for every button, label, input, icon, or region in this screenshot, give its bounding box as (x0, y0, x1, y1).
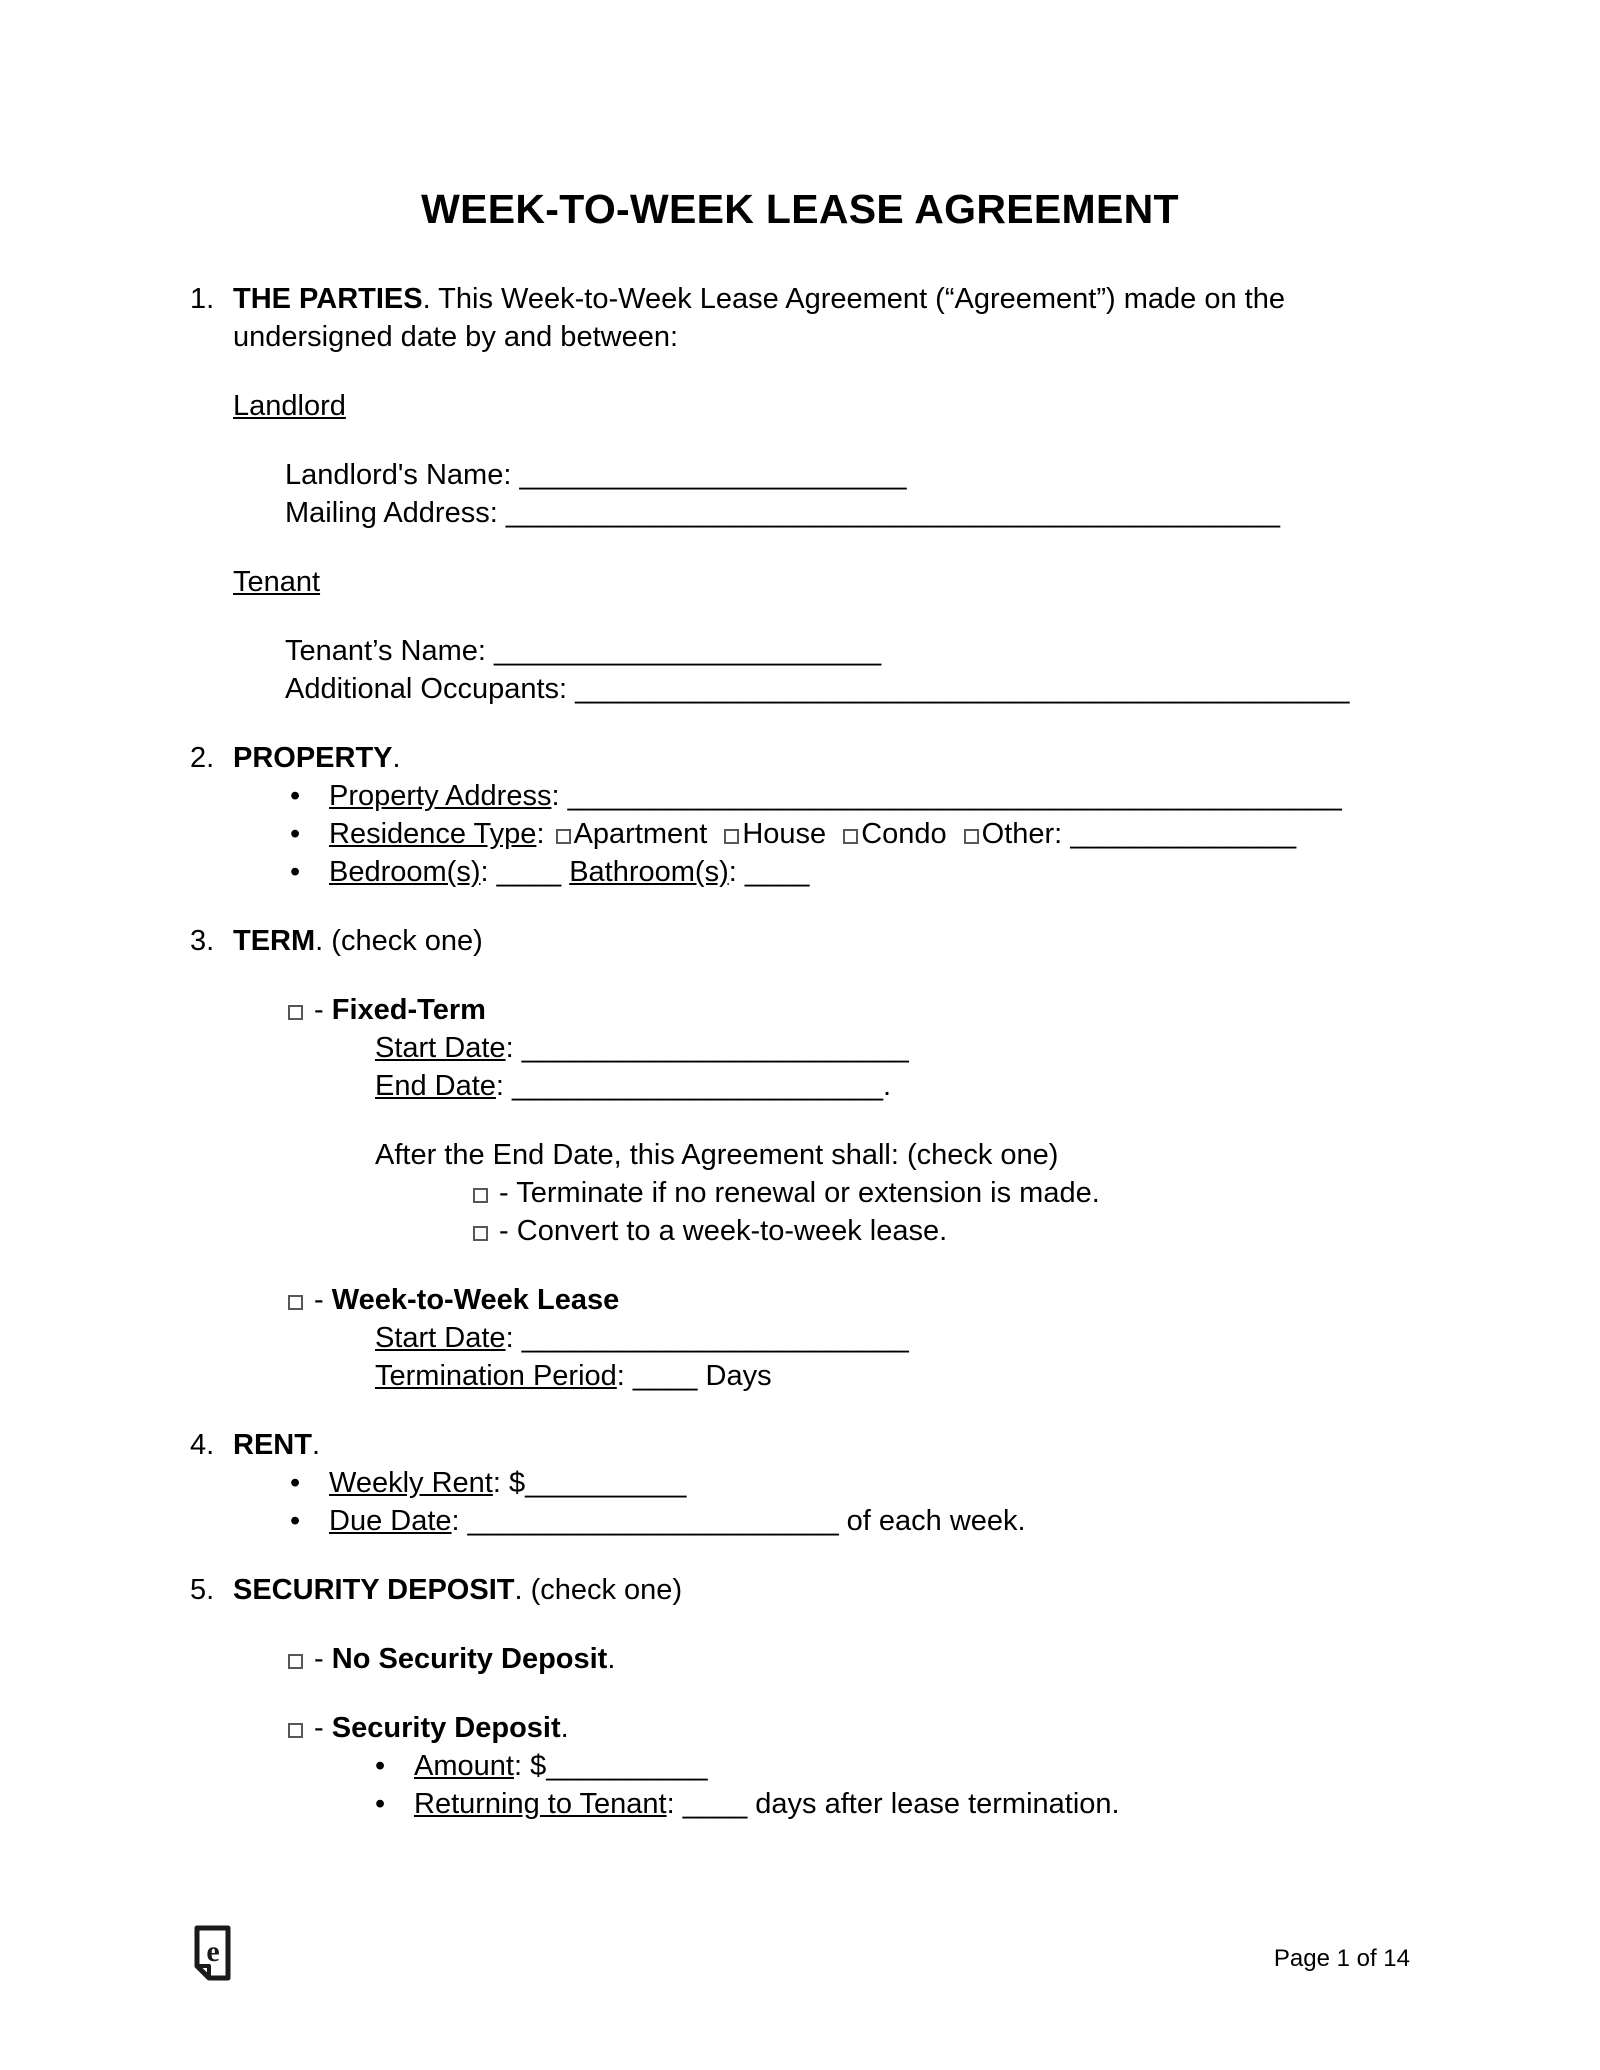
page-number: Page 1 of 14 (1273, 1945, 1410, 1972)
mailing-address-label: Mailing Address: (285, 497, 506, 529)
deposit-return-line: • Returning to Tenant: ____ days after lease termination. (375, 1785, 1410, 1823)
other-option-label: Other: (981, 818, 1071, 850)
document-title: WEEK-TO-WEEK LEASE AGREEMENT (421, 186, 1179, 232)
section-property-heading: PROPERTY (233, 742, 393, 774)
weekly-rent-line: • Weekly Rent: $__________ (290, 1464, 1410, 1502)
occupants-label: Additional Occupants: (285, 673, 576, 705)
landlord-name-label: Landlord's Name: (285, 459, 520, 491)
bullet-icon (290, 1502, 329, 1540)
weekly-start-date-label: Start Date (375, 1322, 506, 1354)
section-property (190, 739, 1410, 777)
section-parties-body: . This Week-to-Week Lease Agreement (“Agreement”) made on the undersigned date by and between: (233, 283, 1285, 353)
tenant-subsection (233, 563, 1410, 601)
fixed-term-label: Fixed-Term (331, 994, 486, 1026)
week-to-week-option-line: - Week-to-Week Lease (285, 1281, 1410, 1319)
fixed-end-date-label: End Date (375, 1070, 496, 1102)
bedrooms-label: Bedroom(s) (329, 856, 481, 888)
fixed-start-date-line: Start Date: ________________________ (375, 1032, 909, 1064)
convert-option-label: - Convert to a week-to-week lease. (491, 1215, 948, 1247)
tenant-name-blank[interactable]: ________________________ (494, 635, 882, 667)
section-property-heading-line (233, 739, 1410, 777)
termination-period-label: Termination Period (375, 1360, 617, 1392)
landlord-heading: Landlord (233, 390, 346, 422)
section-term-heading: TERM (233, 925, 316, 957)
fixed-end-date-blank[interactable]: _______________________. (512, 1070, 892, 1102)
weekly-start-date-line: Start Date: ________________________ (375, 1322, 909, 1354)
checkbox-house[interactable] (724, 829, 739, 844)
section-term-after: . (check one) (315, 925, 483, 957)
section-rent-heading: RENT (233, 1429, 312, 1461)
property-address-line: • Property Address: ________________________________________________ (290, 777, 1410, 815)
section-term-heading-line (233, 922, 1410, 960)
landlord-name-blank[interactable]: ________________________ (519, 459, 907, 491)
deposit-amount-label: Amount (414, 1750, 514, 1782)
section-rent-heading-line (233, 1426, 1410, 1464)
fixed-term-option-line: - Fixed-Term (285, 991, 1410, 1029)
due-date-blank[interactable]: _______________________ (467, 1505, 839, 1537)
due-date-line: • Due Date: _______________________ of each week. (290, 1502, 1410, 1540)
section-security-heading-line (233, 1571, 1410, 1609)
tenant-heading: Tenant (233, 566, 321, 598)
termination-period-line: Termination Period: ____ Days (375, 1360, 772, 1392)
bullet-icon (375, 1785, 414, 1823)
bullet-icon (290, 815, 329, 853)
security-deposit-line: - Security Deposit. (285, 1709, 1410, 1747)
after-end-date-line: After the End Date, this Agreement shall: (check one) (375, 1139, 1059, 1171)
fixed-start-date-blank[interactable]: ________________________ (521, 1032, 909, 1064)
deposit-amount-blank[interactable]: __________ (546, 1750, 708, 1782)
checkbox-security-deposit[interactable] (288, 1723, 303, 1738)
deposit-return-blank[interactable]: ____ (682, 1788, 748, 1820)
property-address-blank[interactable]: ________________________________________________ (567, 780, 1342, 812)
section-rent-dot: . (311, 1429, 321, 1461)
section-parties (190, 280, 1410, 356)
section-security-number: 5. (190, 1574, 215, 1606)
weekly-rent-label: Weekly Rent (329, 1467, 493, 1499)
section-parties-intro (233, 280, 1410, 356)
section-security-heading: SECURITY DEPOSIT (233, 1574, 515, 1606)
weekly-start-date-blank[interactable]: ________________________ (521, 1322, 909, 1354)
tenant-name-line (285, 632, 1410, 670)
checkbox-convert[interactable] (473, 1226, 488, 1241)
checkbox-apartment[interactable] (556, 829, 571, 844)
condo-option-label: Condo (861, 818, 947, 850)
landlord-subsection (233, 387, 1410, 425)
section-term (190, 922, 1410, 960)
bathrooms-blank[interactable]: ____ (744, 856, 810, 888)
section-parties-number: 1. (190, 283, 215, 315)
mailing-address-blank[interactable]: ________________________________________________ (505, 497, 1280, 529)
security-deposit-label: Security Deposit (331, 1712, 561, 1744)
convert-option-line (470, 1212, 1410, 1250)
residence-type-label: Residence Type (329, 818, 537, 850)
bed-bath-line: • Bedroom(s): ____ Bathroom(s): ____ (290, 853, 1410, 891)
checkbox-condo[interactable] (843, 829, 858, 844)
mailing-address-line (285, 494, 1410, 532)
apartment-option-label: Apartment (573, 818, 708, 850)
deposit-amount-line: • Amount: $__________ (375, 1747, 1410, 1785)
bullet-icon (375, 1747, 414, 1785)
deposit-return-after: days after lease termination. (747, 1788, 1120, 1820)
bullet-icon (290, 853, 329, 891)
occupants-line (285, 670, 1410, 708)
bullet-icon (290, 1464, 329, 1502)
occupants-blank[interactable]: ________________________________________________ (575, 673, 1350, 705)
residence-type-line: • Residence Type: Apartment House Condo Other: ______________ (290, 815, 1410, 853)
other-blank[interactable]: ______________ (1070, 818, 1297, 850)
week-to-week-label: Week-to-Week Lease (331, 1284, 620, 1316)
weekly-rent-blank[interactable]: __________ (525, 1467, 687, 1499)
section-rent (190, 1426, 1410, 1464)
property-address-label: Property Address (329, 780, 552, 812)
terminate-option-line (470, 1174, 1410, 1212)
section-security-after: . (check one) (514, 1574, 683, 1606)
section-term-number: 3. (190, 925, 215, 957)
no-security-deposit-line: - No Security Deposit. (285, 1640, 1410, 1678)
termination-period-blank[interactable]: ____ (632, 1360, 698, 1392)
checkbox-terminate[interactable] (473, 1188, 488, 1203)
bullet-icon (290, 777, 329, 815)
section-property-dot: . (392, 742, 401, 774)
section-parties-heading: THE PARTIES (233, 283, 423, 315)
terminate-option-label: - Terminate if no renewal or extension is made. (491, 1177, 1100, 1209)
due-date-label: Due Date (329, 1505, 452, 1537)
bedrooms-blank[interactable]: ____ (496, 856, 562, 888)
eforms-logo-letter: e (206, 1935, 220, 1968)
fixed-start-date-label: Start Date (375, 1032, 506, 1064)
section-property-number: 2. (190, 742, 215, 774)
checkbox-other[interactable] (964, 829, 979, 844)
eforms-logo (186, 1924, 232, 1992)
bathrooms-label: Bathroom(s) (569, 856, 729, 888)
checkbox-fixed-term[interactable] (288, 1005, 303, 1020)
section-security-deposit (190, 1571, 1410, 1609)
fixed-end-date-line: End Date: _______________________. (375, 1070, 892, 1102)
deposit-return-label: Returning to Tenant (414, 1788, 667, 1820)
checkbox-no-security-deposit[interactable] (288, 1654, 303, 1669)
landlord-name-line (285, 456, 1410, 494)
due-date-after: of each week. (838, 1505, 1026, 1537)
section-rent-number: 4. (190, 1429, 215, 1461)
termination-period-after: Days (697, 1360, 772, 1392)
checkbox-week-to-week[interactable] (288, 1295, 303, 1310)
house-option-label: House (742, 818, 827, 850)
tenant-name-label: Tenant’s Name: (285, 635, 495, 667)
no-security-deposit-label: No Security Deposit (331, 1643, 608, 1675)
